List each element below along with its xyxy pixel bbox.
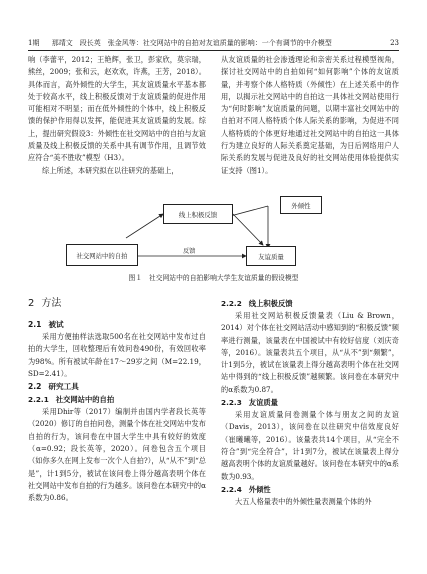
subsection-number: 2.1 <box>28 320 42 329</box>
running-header-left <box>28 37 332 49</box>
paragraph: 从友谊质量的社会渗透理论和亲密关系过程模型视角，探讨社交网站中的自拍如何“如何影响”个体的友谊质量，并考察个体人格特质（外倾性）在上述关系中的作用，以揭示社交网站中的自拍这一具体社交网站使用行为“何时影响”友谊质量的问题，以期丰富社交网站中的自拍对不同人格特质个体人际关系的影响，为促进不同人格特质的个体更好地通过社交网站中的自拍这一具体行为建立良好的人际关系奠定基础，为日后网络用户人际关系的发展与促进及良好的社交网站使用体验提供实证支持（图1）。 <box>221 55 399 175</box>
arrow-feedback-to-friendship <box>233 214 263 245</box>
column-right-top <box>221 54 399 177</box>
subsection-heading-instruments <box>28 380 206 393</box>
authors-title: 那靖文 段长英 张金风等：社交网站中的自拍对友谊质量的影响：一个有调节的中介模型 <box>51 39 332 47</box>
subsection-heading-participants <box>28 318 206 331</box>
subsection-number: 2.2 <box>28 382 42 392</box>
paragraph: 响（李蕾平，2012；王艳辉，张卫，彭家欣，莫宗瑞，熊丝，2009；张和云，赵欢欢，许燕，王芳，2018）。具体而言，高外倾性的大学生，其友谊质量水平基本都处于较高水平，线上积极反馈对于友谊质量的促进作用可能相对不明显；而在低外倾性的个体中，线上积极反馈的保护作用得以发挥，能促进其友谊质量的发展。综上，提出研究假设3：外倾性在社交网站中的自拍与友谊质量及线上积极反馈的关系中具有调节作用，且调节效应符合“美不胜收”模型（H3）。 <box>28 55 206 163</box>
page-number: 23 <box>390 39 399 47</box>
subsubsection-title: 社交网站中的自拍 <box>55 395 115 405</box>
subsubsection-title: 友谊质量 <box>248 398 278 408</box>
figure-caption: 图１ 社交网站中的自拍影响大学生友谊质量的假设模型 <box>128 274 299 282</box>
box-selfie: 社交网站中的自拍 <box>66 244 138 266</box>
subsubsection-title: 线上积极反馈 <box>248 299 293 308</box>
running-header <box>28 37 399 49</box>
section-number: 2 <box>28 298 35 309</box>
subsection-title: 研究工具 <box>48 382 79 392</box>
section-heading-methods <box>28 297 206 311</box>
box-extraversion: 外倾性 <box>280 196 322 214</box>
subsubsection-number: 2.2.2 <box>221 299 242 308</box>
header-rule <box>28 50 399 51</box>
subsubsection-number: 2.2.3 <box>221 398 242 408</box>
column-left-top <box>28 54 206 177</box>
subsubsection-title: 外倾性 <box>248 484 271 494</box>
subsubsection-heading-selfie <box>28 393 206 406</box>
box-online-feedback: 线上积极反馈 <box>163 204 233 224</box>
box-friendship-quality: 友谊质量 <box>246 246 296 266</box>
subsubsection-heading-feedback <box>221 297 399 310</box>
column-right-bottom <box>221 297 399 508</box>
subsubsection-number: 2.2.1 <box>28 395 49 405</box>
figure-1-hypothesis-model <box>28 196 399 281</box>
paragraph: 采用社交网站积极反馈量表（Liu & Brown，2014）对个体在社交网站活动中感知到的“积极反馈”频率进行测量，该量表在中国被试中有较好信度（刘庆奇等，2016）。该量表共五个项目，从“从不”到“频繁”，计1到5分，被试在该量表上得分越高表明个体在社交网站中得到的“线上积极反馈”越频繁。该问卷在本研究中的α系数为0.87。 <box>221 311 399 394</box>
paragraph: 综上所述，本研究拟在以往研究的基础上， <box>42 165 179 175</box>
subsubsection-heading-friendship <box>221 396 399 409</box>
arrow-selfie-to-feedback <box>126 214 163 238</box>
column-left-bottom <box>28 297 206 505</box>
arrow-label: 反馈 <box>183 248 196 255</box>
paragraph: 大五人格量表中的外倾性量表测量个体的外 <box>235 496 372 506</box>
paragraph: 采用Dhir等（2017）编制并由国内学者段长英等（2020）修订的自拍问卷，测量个体在社交网站中发布自拍的行为，该问卷在中国大学生中具有较好的效度（α=0.92；段长英等，2020）。问卷包含五个项目（如你多久在网上发布一次个人自拍?），从“从不”到“总是”，计1到5分，被试在该问卷上得分越高表明个体在社交网站中发布自拍的行为越多。该问卷在本研究中的α系数为0.86。 <box>28 407 206 503</box>
issue-number: 1期 <box>28 39 40 47</box>
subsubsection-heading-extraversion <box>221 483 399 496</box>
subsection-title: 被试 <box>48 320 64 329</box>
paragraph: 采用方便抽样法选取500名在社交网站中发布过自拍的大学生，回收整理后有效问卷490份，有效回收率为98%。所有被试年龄在17～29岁之间（M=22.19，SD=2.41）。 <box>28 332 206 378</box>
subsubsection-number: 2.2.4 <box>221 484 242 494</box>
section-title: 方法 <box>41 298 62 309</box>
paragraph: 采用友谊质量问卷测量个体与朋友之间的友谊（Davis，2013），该问卷在以往研究中信效度良好（崔曦曦等，2016）。该量表共14个项目，从“完全不符合”到“完全符合”，计1到7分，被试在该量表上得分越高表明个体的友谊质量越好。该问卷在本研究中的α系数为0.93。 <box>221 410 399 481</box>
